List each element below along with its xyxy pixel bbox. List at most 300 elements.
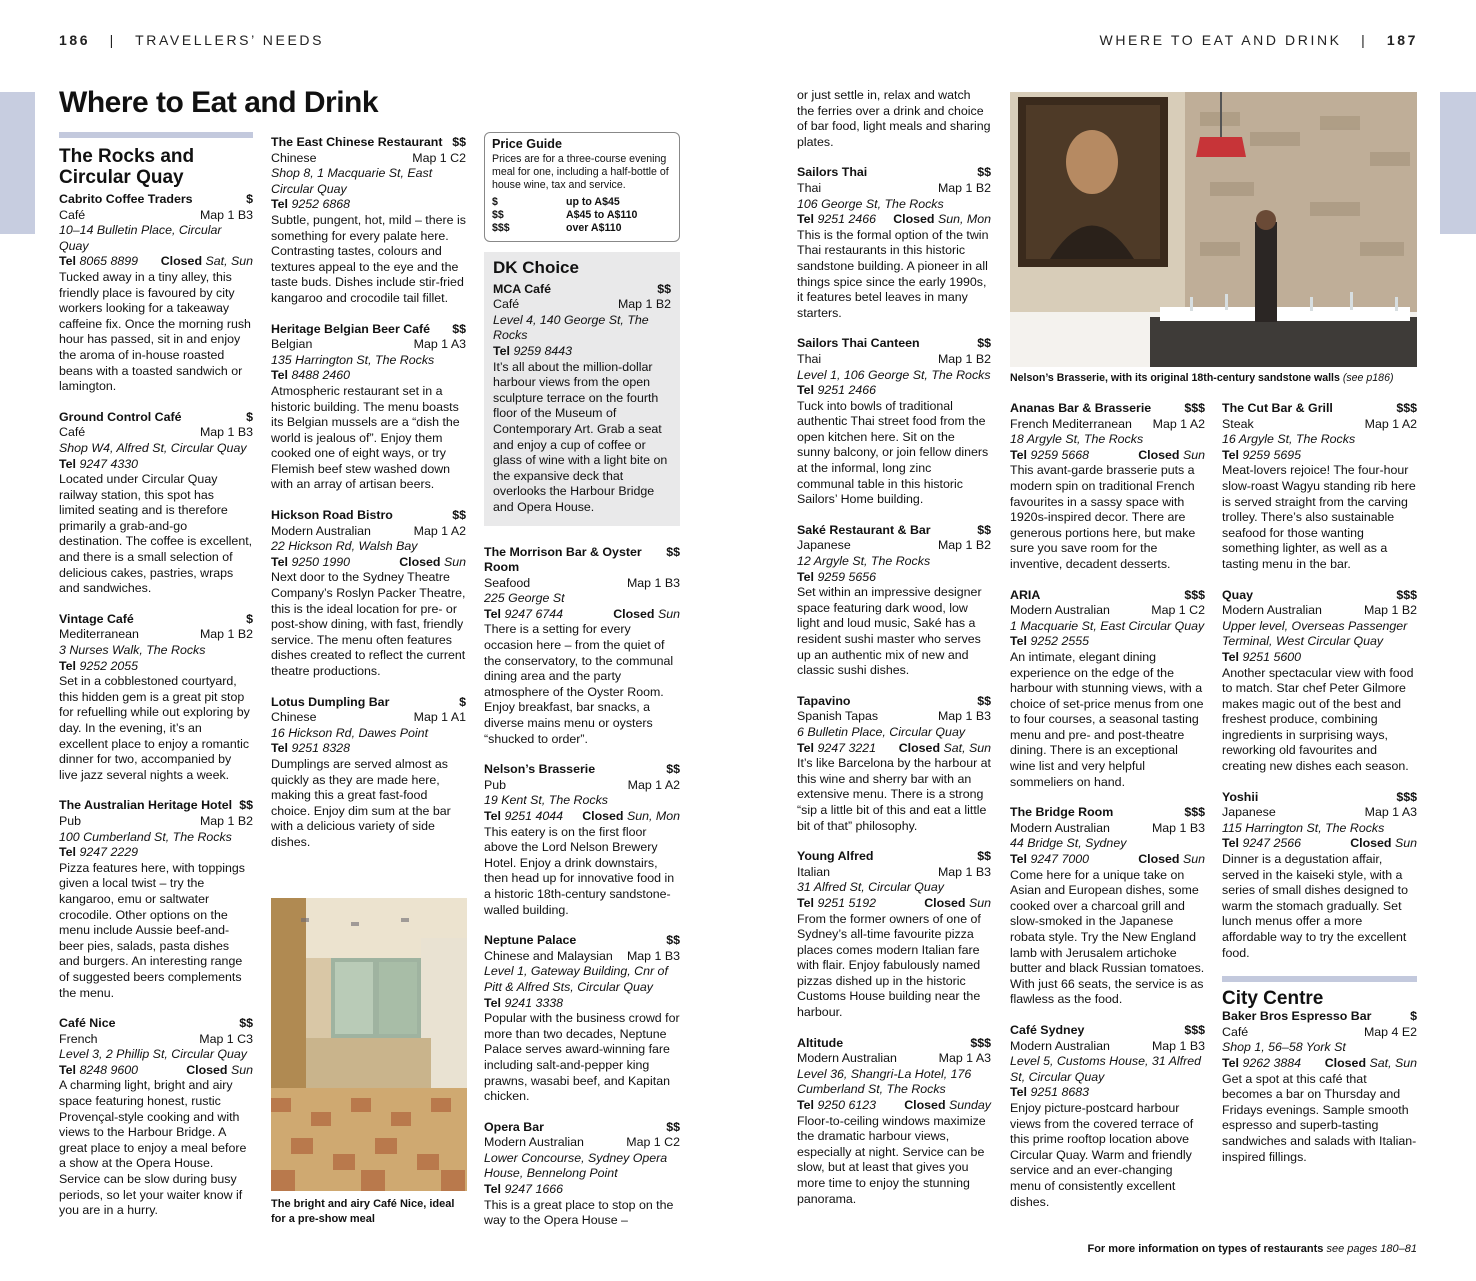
description: Popular with the business crowd for more than two decades, Neptune Palace serves award-winning fare including salt-and-pepper king prawns, wasabi beef, and Kapitan chicken. xyxy=(484,1011,680,1104)
tel-label: Tel xyxy=(1010,447,1027,462)
description: It’s like Barcelona by the harbour at this wine and sherry bar with an extensive menu. There is a strong “sip a little bit of this and eat a little bit of that” philosophy. xyxy=(797,756,992,833)
restaurant-entry xyxy=(59,1016,253,1219)
address: Level 36, Shangri-La Hotel, 176 Cumberland St, The Rocks xyxy=(797,1066,972,1097)
tel-label: Tel xyxy=(1222,649,1239,664)
entry-meta-row xyxy=(271,337,466,353)
closed-days-group xyxy=(1350,836,1417,852)
price-band: $$ xyxy=(977,522,991,537)
cuisine: Modern Australian xyxy=(484,1135,584,1150)
caption-page-reference: (see p186) xyxy=(1342,372,1394,384)
telephone-row xyxy=(1010,852,1205,868)
telephone: 9247 4330 xyxy=(79,456,139,471)
address: 18 Argyle St, The Rocks xyxy=(1010,432,1144,447)
restaurant-name: Hickson Road Bistro xyxy=(271,508,393,523)
closed-days: Sunday xyxy=(948,1098,991,1113)
telephone: 9250 6123 xyxy=(817,1098,877,1113)
restaurant-name: Opera Bar xyxy=(484,1119,544,1134)
telephone: 9251 2466 xyxy=(817,212,877,227)
tel-label: Tel xyxy=(59,456,76,471)
restaurant-name: The Bridge Room xyxy=(1010,805,1114,820)
entry-header-row xyxy=(271,322,466,338)
column-3 xyxy=(484,132,680,1244)
price-band: $$ xyxy=(239,798,253,813)
address: 100 Cumberland St, The Rocks xyxy=(59,829,232,844)
closed-days: Sun xyxy=(657,606,680,621)
entry-header-row xyxy=(797,1036,991,1052)
price-band: $ xyxy=(246,409,253,424)
telephone: 9259 5656 xyxy=(817,569,877,584)
telephone: 9247 2566 xyxy=(1242,836,1302,851)
restaurant-name: The East Chinese Restaurant xyxy=(271,135,443,149)
cuisine: Café xyxy=(1222,1024,1249,1039)
address: 6 Bulletin Place, Circular Quay xyxy=(797,724,966,739)
entry-meta-row xyxy=(797,865,991,881)
column-4 xyxy=(797,88,991,1222)
entry-meta-row xyxy=(59,627,253,643)
telephone-row xyxy=(271,368,466,384)
closed-label: Closed xyxy=(186,1062,228,1077)
telephone-row xyxy=(59,845,253,861)
map-ref: Map 1 B2 xyxy=(937,538,991,553)
entry-list xyxy=(1010,401,1205,1210)
entry-meta-row xyxy=(797,181,991,197)
closed-label: Closed xyxy=(1138,852,1180,867)
restaurant-name: Heritage Belgian Beer Café xyxy=(271,321,431,336)
entry-meta-row xyxy=(1010,821,1205,837)
restaurant-name: Quay xyxy=(1222,587,1253,602)
address: 12 Argyle St, The Rocks xyxy=(797,554,931,569)
telephone: 9251 5600 xyxy=(1242,649,1302,664)
entry-header-row xyxy=(797,165,991,181)
telephone: 9247 1666 xyxy=(504,1182,564,1197)
telephone: 8248 9600 xyxy=(79,1062,139,1077)
tel-label: Tel xyxy=(484,606,501,621)
telephone-row xyxy=(484,809,680,825)
telephone-row xyxy=(1010,634,1205,650)
tel-label: Tel xyxy=(59,658,76,673)
restaurant-entry xyxy=(59,612,253,784)
left-running-header xyxy=(59,32,324,48)
address: Shop 8, 1 Macquarie St, East Circular Quay xyxy=(271,166,433,196)
tel-label: Tel xyxy=(797,895,814,910)
cuisine: Belgian xyxy=(271,337,313,352)
restaurant-name: Sailors Thai Canteen xyxy=(797,336,920,351)
entry-header-row xyxy=(484,933,680,949)
price-band: $$ xyxy=(977,336,991,351)
telephone: 9259 8443 xyxy=(513,343,573,358)
restaurant-name: Vintage Café xyxy=(59,611,134,626)
entry-header-row xyxy=(59,192,253,208)
entry-meta-row xyxy=(797,709,991,725)
telephone-row xyxy=(797,570,991,586)
column-6 xyxy=(1222,401,1417,1180)
closed-days-group xyxy=(582,809,680,825)
price-band: $$$ xyxy=(1184,805,1205,820)
left-page-number: 186 xyxy=(59,32,91,48)
telephone: 9259 5695 xyxy=(1242,447,1302,462)
restaurant-entry xyxy=(271,322,466,494)
section-rule xyxy=(1222,976,1417,982)
cuisine: Café xyxy=(493,297,520,312)
tel-label: Tel xyxy=(484,995,501,1010)
cuisine: Thai xyxy=(797,180,822,195)
restaurant-name: Ananas Bar & Brasserie xyxy=(1010,401,1152,415)
price-band: $$ xyxy=(977,849,991,864)
map-ref: Map 1 B2 xyxy=(617,297,671,312)
price-band: $$$ xyxy=(1396,587,1417,602)
entry-meta-row xyxy=(797,538,991,554)
section-heading-city: City Centre xyxy=(1222,988,1324,1010)
price-band: $$$ xyxy=(970,1035,991,1050)
entry-header-row xyxy=(484,762,680,778)
entry-meta-row xyxy=(1222,417,1417,433)
tel-label: Tel xyxy=(797,1098,814,1113)
entry-meta-row xyxy=(271,151,466,167)
closed-label: Closed xyxy=(1324,1055,1367,1070)
column-5 xyxy=(1010,401,1205,1225)
restaurant-entry xyxy=(1010,1023,1205,1210)
address: Level 1, 106 George St, The Rocks xyxy=(797,367,991,382)
entry-header-row xyxy=(797,694,991,710)
map-ref: Map 1 B2 xyxy=(199,813,253,828)
price-band: $$ xyxy=(977,165,991,180)
map-ref: Map 1 A3 xyxy=(938,1051,991,1066)
restaurant-entry xyxy=(59,192,253,395)
restaurant-name: Ground Control Café xyxy=(59,409,182,424)
telephone: 9259 5668 xyxy=(1030,447,1090,462)
closed-days-group xyxy=(1138,448,1205,464)
entry-meta-row xyxy=(1010,417,1205,433)
footer-page-reference: see pages 180–81 xyxy=(1326,1243,1417,1255)
map-ref: Map 1 B2 xyxy=(199,627,253,642)
price-band: $$$ xyxy=(1184,587,1205,602)
telephone-row xyxy=(1222,448,1417,464)
closed-days: Sun xyxy=(230,1062,253,1077)
entry-meta-row xyxy=(59,814,253,830)
telephone-row xyxy=(484,607,680,623)
restaurant-entry xyxy=(797,165,991,321)
section-heading-rocks: The Rocks and Circular Quay xyxy=(59,146,195,188)
description: Tucked away in a tiny alley, this friendly place is favoured by city workers looking for a takeaway caffeine fix. Once the morning rush hour has passed, sit in and enjoy the aroma of in-house roasted beans with a toasted sandwich or lamington. xyxy=(59,269,251,394)
map-ref: Map 1 B3 xyxy=(199,425,253,440)
entry-list xyxy=(1222,401,1417,961)
telephone-row xyxy=(797,741,991,757)
column-2 xyxy=(271,135,466,866)
restaurant-name: Cabrito Coffee Traders xyxy=(59,192,193,206)
closed-days-group xyxy=(924,896,991,912)
restaurant-entry xyxy=(1010,805,1205,1008)
price-band: $$ xyxy=(666,762,680,777)
right-page-number: 187 xyxy=(1386,32,1418,48)
description: Set within an impressive designer space featuring dark wood, low light and loud music, Saké has a resident sushi master who serves up an authentic mix of new and classic sushi dishes. xyxy=(797,585,982,678)
price-band: $$ xyxy=(239,1016,253,1031)
restaurant-name: Café Nice xyxy=(59,1016,116,1031)
telephone-row xyxy=(797,1098,991,1114)
restaurant-entry xyxy=(1222,1009,1417,1165)
telephone: 9251 8328 xyxy=(291,741,351,756)
entry-meta-row xyxy=(1222,603,1417,619)
map-ref: Map 1 B2 xyxy=(937,180,991,195)
restaurant-entry xyxy=(1010,588,1205,791)
description: Pizza features here, with toppings given a local twist – try the kangaroo, emu or saltwater crocodile. Other options on the menu include Aussie beef-and-beer pies, salads, pasta dishes and burgers. An interesting range of suggested beers complements the menu. xyxy=(59,860,245,1000)
entry-header-row xyxy=(1010,401,1205,417)
description: Floor-to-ceiling windows maximize the dramatic harbour views, especially at night. Service can be slow, but at least that gives you more time to enjoy the stunning panorama. xyxy=(797,1113,986,1206)
telephone-row xyxy=(1222,650,1417,666)
closed-label: Closed xyxy=(898,740,941,755)
map-ref: Map 1 A2 xyxy=(413,523,466,538)
price-band: $$$ xyxy=(1184,401,1205,415)
entry-header-row xyxy=(1222,790,1417,806)
entry-header-row xyxy=(59,612,253,628)
address: Level 4, 140 George St, The Rocks xyxy=(493,312,649,343)
entry-list xyxy=(1222,1009,1417,1165)
closed-days: Sat, Sun xyxy=(205,254,253,269)
description: Meat-lovers rejoice! The four-hour slow-roast Wagyu standing rib here is served straight from the carving trolley. There’s also sustainable seafood for those wanting something lighter, as well as a tasting menu in the bar. xyxy=(1222,463,1416,571)
closed-days-group xyxy=(161,254,253,270)
restaurant-entry xyxy=(484,545,680,748)
restaurant-entry xyxy=(484,762,680,918)
address: Level 5, Customs House, 31 Alfred St, Circular Quay xyxy=(1010,1054,1202,1084)
restaurant-name: The Cut Bar & Grill xyxy=(1222,401,1333,415)
closed-label: Closed xyxy=(160,254,203,269)
address: 16 Hickson Rd, Dawes Point xyxy=(271,725,429,740)
tel-label: Tel xyxy=(59,1062,76,1077)
map-ref: Map 1 B3 xyxy=(1151,820,1205,835)
description: Dumplings are served almost as quickly as they are made here, making this a great fast-food choice. Enjoy dim sum at the bar with a delicious variety of side dishes. xyxy=(271,756,451,849)
description: It’s all about the million-dollar harbour views from the open sculpture terrace on the fourth floor of the Museum of Contemporary Art. Grab a seat and enjoy a cup of coffee or glass of wine with a light bite on the expansive deck that overlooks the Harbour Bridge and Opera House. xyxy=(493,359,668,514)
description: Get a spot at this café that becomes a bar on Thursday and Fridays evenings. Sample smooth espresso and superb-tasting sandwiches and salads with Italian-inspired fillings. xyxy=(1222,1071,1417,1164)
closed-days: Sun xyxy=(968,895,991,910)
cuisine: Chinese xyxy=(271,710,317,725)
footer-note xyxy=(1087,1243,1417,1255)
price-band: $$ xyxy=(452,508,466,523)
entry-meta-row xyxy=(59,208,253,224)
map-ref: Map 1 C2 xyxy=(626,1135,680,1150)
entry-header-row xyxy=(797,523,991,539)
cuisine: Japanese xyxy=(1222,805,1276,820)
restaurant-entry xyxy=(797,694,991,834)
map-ref: Map 4 E2 xyxy=(1363,1024,1417,1039)
map-ref: Map 1 A1 xyxy=(413,710,466,725)
entry-header-row xyxy=(484,545,680,576)
telephone: 9251 2466 xyxy=(817,383,877,398)
closed-days-group xyxy=(1325,1056,1417,1072)
header-divider: | xyxy=(1361,32,1368,48)
nelsons-brasserie-illustration xyxy=(1010,92,1417,367)
map-ref: Map 1 B3 xyxy=(1151,1038,1205,1053)
closed-days: Sun xyxy=(1182,852,1205,867)
telephone: 9251 8683 xyxy=(1030,1085,1090,1100)
tel-label: Tel xyxy=(271,554,288,569)
description: This is the formal option of the twin Thai restaurants in this historic sandstone building. A pioneer in all things spice since the early 1990s, it features betel leaves in many starters. xyxy=(797,227,989,320)
restaurant-entry xyxy=(797,523,991,679)
description: This avant-garde brasserie puts a modern spin on traditional French favourites in a sassy space with 1920s-inspired decor. There are generous portions here, but make sure you save room for the inventive, decadent desserts. xyxy=(1010,463,1196,571)
map-ref: Map 1 C2 xyxy=(1151,603,1205,618)
page-title: Where to Eat and Drink xyxy=(59,86,379,119)
cuisine: Thai xyxy=(797,351,822,366)
dk-choice-title: DK Choice xyxy=(493,258,579,277)
price-band: $$$ xyxy=(1396,401,1417,415)
tel-label: Tel xyxy=(1222,836,1239,851)
cuisine: French Mediterranean xyxy=(1010,416,1132,431)
telephone-row xyxy=(1222,836,1417,852)
map-ref: Map 1 C2 xyxy=(412,150,466,165)
restaurant-name: Neptune Palace xyxy=(484,933,577,948)
restaurant-entry xyxy=(59,410,253,597)
telephone-row xyxy=(1010,1085,1205,1101)
telephone: 9247 6744 xyxy=(504,606,564,621)
telephone-row xyxy=(59,1063,253,1079)
telephone-row xyxy=(797,212,991,228)
telephone: 9252 6868 xyxy=(291,197,351,212)
price-row: $ up to A$45 xyxy=(492,196,620,208)
closed-label: Closed xyxy=(613,606,655,621)
restaurant-name: MCA Café xyxy=(493,281,552,296)
address: 16 Argyle St, The Rocks xyxy=(1222,432,1356,447)
restaurant-entry xyxy=(1010,401,1205,573)
left-section-name: TRAVELLERS’ NEEDS xyxy=(135,32,325,48)
entry-header-row xyxy=(271,508,466,524)
telephone-row xyxy=(484,1182,680,1198)
map-ref: Map 1 B3 xyxy=(626,575,680,590)
closed-label: Closed xyxy=(904,1098,946,1113)
cuisine: Mediterranean xyxy=(59,627,139,642)
restaurant-entry xyxy=(1222,588,1417,775)
entry-list xyxy=(797,165,991,1207)
restaurant-entry xyxy=(797,336,991,508)
address: 3 Nurses Walk, The Rocks xyxy=(59,643,206,658)
price-band: $ xyxy=(246,192,253,206)
closed-days: Sat, Sun xyxy=(1369,1055,1417,1070)
restaurant-name: The Morrison Bar & Oyster Room xyxy=(484,544,642,575)
price-band: $$$ xyxy=(1396,789,1417,804)
map-ref: Map 1 B3 xyxy=(626,948,680,963)
cuisine: Café xyxy=(59,425,86,440)
restaurant-entry xyxy=(797,849,991,1021)
description: Set in a cobblestoned courtyard, this hidden gem is a great pit stop for refuelling while out exploring by day. In the evening, it’s an excellent place to enjoy a romantic dinner for two, accompanied by live jazz several nights a week. xyxy=(59,674,250,782)
telephone: 9251 4044 xyxy=(504,809,564,823)
tel-label: Tel xyxy=(797,740,814,755)
continued-text: or just settle in, relax and watch the ferries over a drink and choice of bar food, light meals and sharing plates. xyxy=(797,88,991,149)
closed-days-group xyxy=(899,741,991,757)
closed-days: Sun xyxy=(1182,447,1205,462)
address: Lower Concourse, Sydney Opera House, Bennelong Point xyxy=(484,1150,668,1181)
entry-header-row xyxy=(1010,805,1205,821)
photo-nelsons-brasserie xyxy=(1010,92,1417,367)
tel-label: Tel xyxy=(797,569,814,584)
telephone-row xyxy=(484,996,680,1012)
address: 225 George St xyxy=(484,591,565,606)
entry-meta-row xyxy=(484,1135,680,1151)
restaurant-entry xyxy=(271,695,466,851)
description: Atmospheric restaurant set in a historic building. The menu boasts its Belgian mussels are a “dish the world is jealous of”. Enjoy them cooked one of eight ways, or try Flemish beef stew washed down with an array of artisan beers. xyxy=(271,383,460,492)
telephone: 8065 8899 xyxy=(79,254,139,269)
entry-meta-row xyxy=(271,524,466,540)
restaurant-name: Young Alfred xyxy=(797,849,874,864)
entry-meta-row xyxy=(797,352,991,368)
dk-choice-box xyxy=(484,252,680,526)
entry-list xyxy=(271,135,466,851)
entry-meta-row xyxy=(1010,1039,1205,1055)
right-thumb-tab xyxy=(1440,92,1476,234)
description: From the former owners of one of Sydney’s all-time favourite pizza places comes modern Italian fare with flair. Enjoy fabulously named pizzas dished up in the historic Customs House building near the harbour. xyxy=(797,911,981,1020)
cuisine: Chinese xyxy=(271,150,317,165)
cuisine: Spanish Tapas xyxy=(797,709,879,724)
closed-days: Sun xyxy=(443,554,466,569)
price-band: $$ xyxy=(666,933,680,948)
entry-header-row xyxy=(271,695,466,711)
entry-header-row xyxy=(797,336,991,352)
restaurant-name: Café Sydney xyxy=(1010,1022,1085,1037)
telephone-row xyxy=(1222,1056,1417,1072)
address: 31 Alfred St, Circular Quay xyxy=(797,880,944,895)
entry-header-row xyxy=(1222,1009,1417,1025)
description: Another spectacular view with food to match. Star chef Peter Gilmore makes magic out of the best and freshest produce, combining ingredients in surprising ways, reworking old favourites and creating new dishes each season. xyxy=(1222,665,1414,774)
address: 115 Harrington St, The Rocks xyxy=(1222,820,1385,835)
left-thumb-tab xyxy=(0,92,35,234)
closed-days-group xyxy=(186,1063,253,1079)
telephone-row xyxy=(797,896,991,912)
description: Dinner is a degustation affair, served in the kaiseki style, with a series of small dishes designed to warm the stomach gradually. Set lunch menus offer a more affordable way to try the excellent food. xyxy=(1222,852,1408,960)
price-band: $ xyxy=(1410,1009,1417,1024)
restaurant-name: ARIA xyxy=(1010,587,1041,602)
restaurant-name: Tapavino xyxy=(797,693,851,708)
tel-label: Tel xyxy=(493,343,510,358)
cuisine: Modern Australian xyxy=(1010,603,1110,618)
telephone: 9247 3221 xyxy=(817,740,877,755)
cuisine: Chinese and Malaysian xyxy=(484,948,613,963)
address: 19 Kent St, The Rocks xyxy=(484,793,608,808)
closed-days-group xyxy=(1138,852,1205,868)
entry-header-row xyxy=(1222,588,1417,604)
tel-label: Tel xyxy=(271,368,288,383)
closed-days-group xyxy=(893,212,991,228)
tel-label: Tel xyxy=(1010,1085,1027,1100)
cuisine: Modern Australian xyxy=(271,523,371,538)
restaurant-name: Altitude xyxy=(797,1035,844,1050)
description: Come here for a unique take on Asian and European dishes, some cooked over a charcoal grill and slow-smoked in the Japanese robata style. Try the New England lamb with Jerusalem artichoke butter and black Russian tomatoes. With just 66 seats, the service is as flawless as the food. xyxy=(1010,867,1205,1007)
tel-label: Tel xyxy=(271,197,288,212)
entry-meta-row xyxy=(59,1032,253,1048)
restaurant-entry xyxy=(484,933,680,1105)
telephone: 9252 2555 xyxy=(1030,634,1090,649)
cuisine: French xyxy=(59,1031,98,1046)
address: Shop 1, 56–58 York St xyxy=(1222,1040,1346,1055)
entry-list xyxy=(484,545,680,1229)
telephone-row xyxy=(271,741,466,757)
restaurant-entry xyxy=(1222,401,1417,573)
column-1 xyxy=(59,132,253,1234)
description: A charming light, bright and airy space featuring honest, rustic Provençal-style cooking and with views to the Harbour Bridge. A great place to enjoy a meal before a show at the Opera House. Service can be slow during busy periods, so let your waiter know if you are in a hurry. xyxy=(59,1078,247,1218)
address: 44 Bridge St, Sydney xyxy=(1010,836,1127,851)
description: Next door to the Sydney Theatre Company’s Roslyn Packer Theatre, this is the ideal location for pre- or post-show dining, with fast, friendly service. The menu often features dishes created to reflect the current theatre productions. xyxy=(271,570,466,678)
cuisine: Pub xyxy=(59,813,82,828)
telephone: 9251 5192 xyxy=(817,895,877,910)
tel-label: Tel xyxy=(1222,1055,1239,1070)
address: 135 Harrington St, The Rocks xyxy=(271,352,435,367)
price-guide-box xyxy=(484,132,680,242)
description: This eatery is on the first floor above the Lord Nelson Brewery Hotel. Enjoy a drink downstairs, then head up for innovative food in a historic 18th-century sandstone-walled building. xyxy=(484,824,675,917)
map-ref: Map 1 B2 xyxy=(1363,603,1417,618)
description: Located under Circular Quay railway station, this spot has limited seating and is therefore primarily a grab-and-go destination. The coffee is excellent, and there is a small selection of delicious cakes, pastries, wraps and sandwiches. xyxy=(59,472,253,596)
address: Upper level, Overseas Passenger Terminal, West Circular Quay xyxy=(1222,618,1408,649)
telephone-row xyxy=(271,555,466,571)
map-ref: Map 1 C3 xyxy=(199,1031,253,1046)
cuisine: Pub xyxy=(484,777,507,792)
entry-header-row xyxy=(1010,588,1205,604)
closed-days: Sat, Sun xyxy=(943,740,991,755)
map-ref: Map 1 B2 xyxy=(937,351,991,366)
